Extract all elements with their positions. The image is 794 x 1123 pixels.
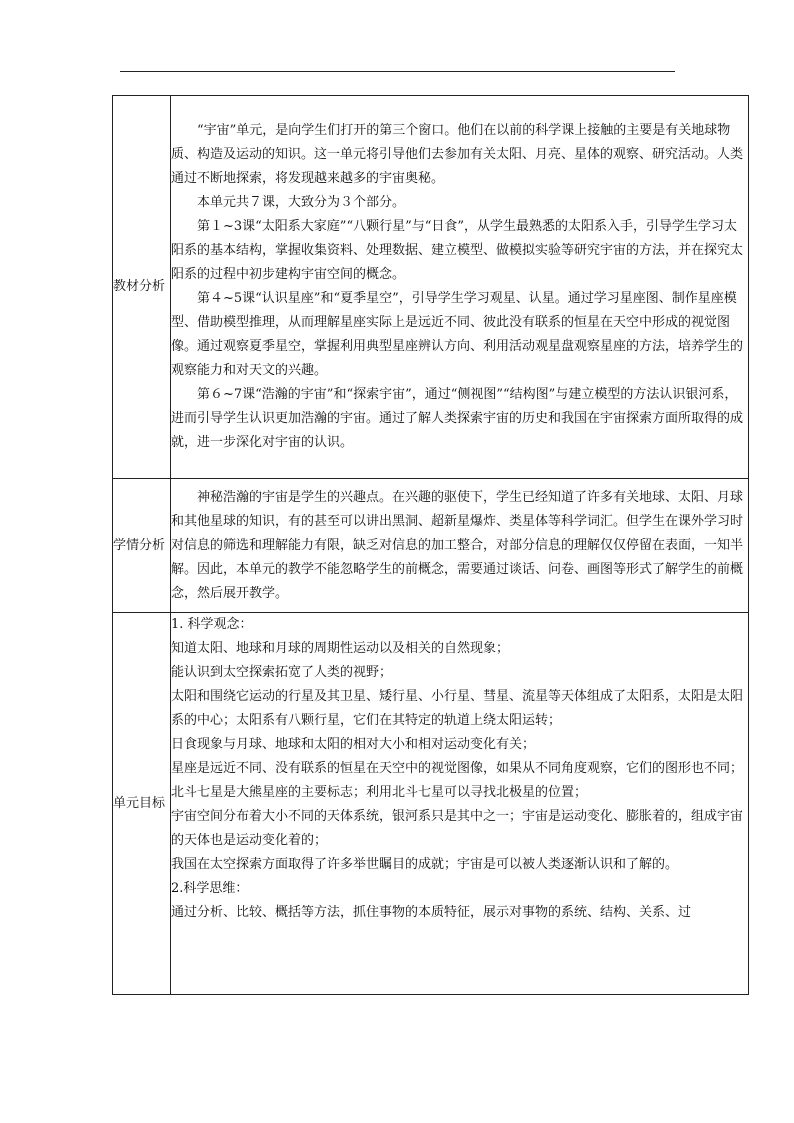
table-row-student-analysis (113, 479, 749, 613)
paragraph: 我国在太空探索方面取得了许多举世瞩目的成就；宇宙是可以被人类逐渐认识和了解的。 (171, 857, 679, 872)
paragraph: 通过分析、比较、概括等方法，抓住事物的本质特征，展示对事物的系统、结构、关系、过 (171, 905, 692, 920)
paragraph: 本单元共７课，大致分为３个部分。 (197, 195, 406, 210)
paragraph: 1. 科学观念： (171, 617, 253, 632)
paragraph: 神秘浩瀚的宇宙是学生的兴趣点。在兴趣的驱使下，学生已经知道了许多有关地球、太阳、月球和其他星球的知识，有的甚至可以讲出黑洞、超新星爆炸、类星体等科学词汇。但学生在课外学习时对信息的筛选和理解能力有限，缺乏对信息的加工整合，对部分信息的理解仅仅停留在表面，一知半解。因此，本单元的教学不能忽略学生的前概念，需要通过谈话、问卷、画图等形式了解学生的前概念，然后展开教学。 (171, 489, 744, 601)
paragraph: 北斗七星是大熊星座的主要标志；利用北斗七星可以寻找北极星的位置； (171, 785, 588, 800)
paragraph: 宇宙空间分布着大小不同的天体系统，银河系只是其中之一；宇宙是运动变化、膨胀着的，组成宇宙的天体也是运动变化着的； (171, 809, 744, 848)
paragraph: 知道太阳、地球和月球的周期性运动以及相关的自然现象； (171, 641, 510, 656)
row-label: 单元目标 (113, 613, 171, 995)
paragraph: 第４~5课“认识星座”和“夏季星空”，引导学生学习观星、认星。通过学习星座图、制作星座模型、借助模型推理，从而理解星座实际上是远近不同、彼此没有联系的恒星在天空中形成的视觉图像。通过观察夏季星空，掌握利用典型星座辨认方向、利用活动观星盘观察星座的方法，培养学生的观察能力和对天文的兴趣。 (171, 291, 744, 378)
paragraph: 2.科学思维： (171, 881, 249, 896)
header-rule (120, 71, 675, 72)
paragraph: 日食现象与月球、地球和太阳的相对大小和相对运动变化有关； (171, 737, 536, 752)
row-content (171, 613, 749, 995)
paragraph: 第６~7课“浩瀚的宇宙”和“探索宇宙”，通过“侧视图”“结构图”与建立模型的方法认识银河系，进而引导学生认识更加浩瀚的宇宙。通过了解人类探索宇宙的历史和我国在宇宙探索方面所取得的成就，进一步深化对宇宙的认识。 (171, 387, 744, 450)
row-content (171, 96, 749, 479)
table-row-unit-goals (113, 613, 749, 995)
lesson-plan-table (112, 95, 749, 995)
row-label: 教材分析 (113, 96, 171, 479)
table-row-textbook-analysis (113, 96, 749, 479)
row-label: 学情分析 (113, 479, 171, 613)
paragraph: 星座是远近不同、没有联系的恒星在天空中的视觉图像，如果从不同角度观察，它们的图形也不同； (171, 761, 744, 776)
row-content (171, 479, 749, 613)
paragraph: 能认识到太空探索拓宽了人类的视野； (171, 665, 393, 680)
paragraph: 太阳和围绕它运动的行星及其卫星、矮行星、小行星、彗星、流星等天体组成了太阳系，太阳是太阳系的中心；太阳系有八颗行星，它们在其特定的轨道上绕太阳运转； (171, 689, 744, 728)
paragraph: 第１~3课“太阳系大家庭”“八颗行星”与“日食”，从学生最熟悉的太阳系入手，引导学生学习太阳系的基本结构，掌握收集资料、处理数据、建立模型、做模拟实验等研究宇宙的方法，并在探究太阳系的过程中初步建构宇宙空间的概念。 (171, 219, 744, 282)
paragraph: “宇宙”单元，是向学生们打开的第三个窗口。他们在以前的科学课上接触的主要是有关地球物质、构造及运动的知识。这一单元将引导他们去参加有关太阳、月亮、星体的观察、研究活动。人类通过不断地探索，将发现越来越多的宇宙奥秘。 (171, 123, 744, 186)
